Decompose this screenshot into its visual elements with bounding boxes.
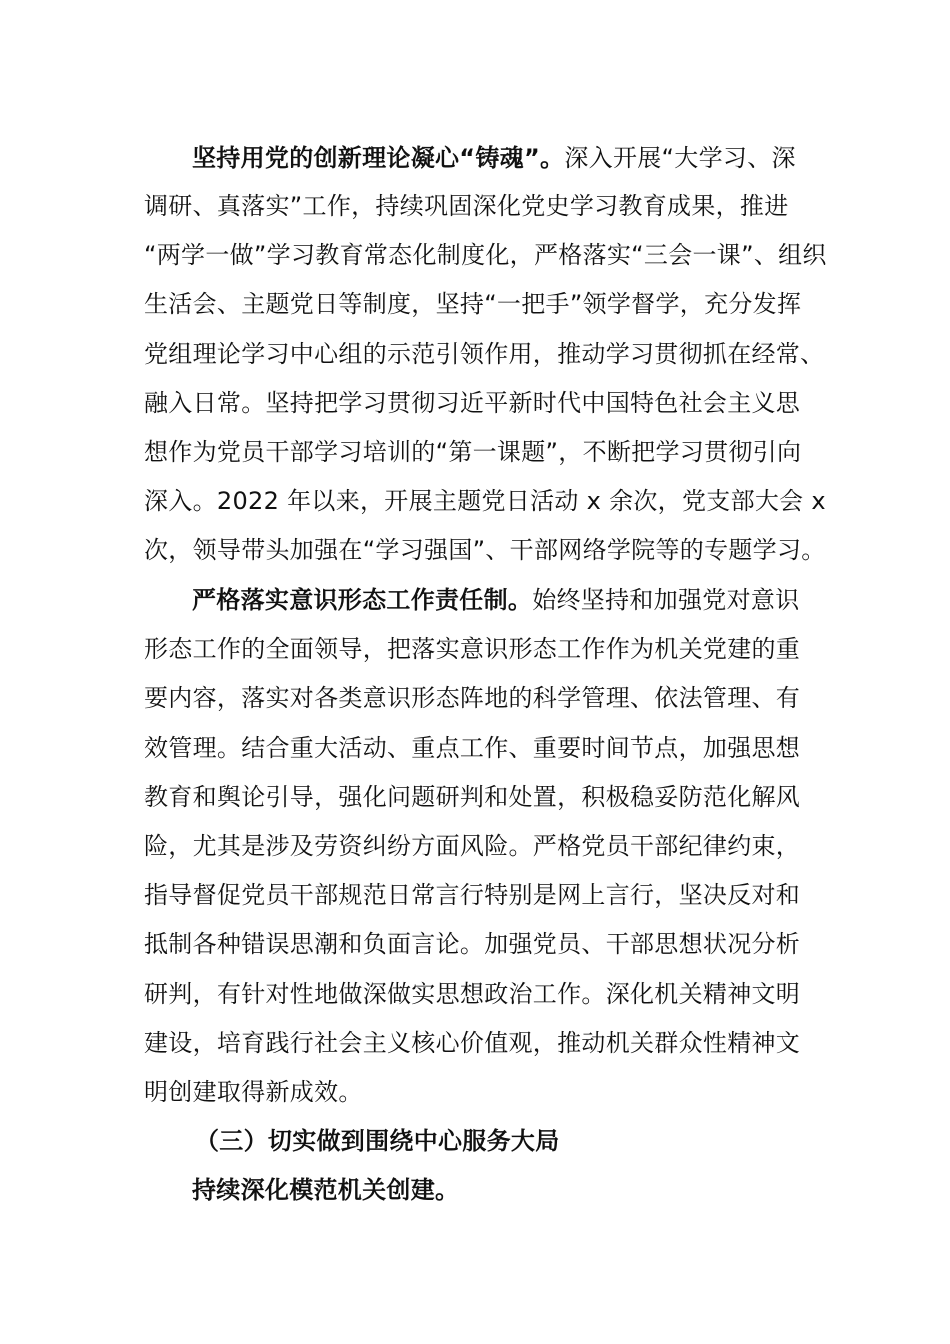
paragraph-1-line: 深入开展“大学习、深	[564, 144, 796, 172]
paragraph-2-line: 要内容，落实对各类意识形态阵地的科学管理、依法管理、有	[144, 684, 801, 712]
paragraph-1-line: 次，领导带头加强在“学习强国”、干部网络学院等的专题学习。	[144, 536, 826, 564]
paragraph-1-first-line	[192, 138, 796, 178]
paragraph-3-heading: 持续深化模范机关创建。	[192, 1176, 460, 1204]
paragraph-1-line: 生活会、主题党日等制度，坚持“一把手”领学督学，充分发挥	[144, 290, 802, 318]
paragraph-1-line: 调研、真落实”工作，持续巩固深化党史学习教育成果，推进	[144, 192, 789, 220]
paragraph-2-line: 始终坚持和加强党对意识	[532, 586, 800, 614]
paragraph-2-heading: 严格落实意识形态工作责任制。	[192, 586, 533, 614]
paragraph-2-first-line	[192, 580, 800, 620]
paragraph-2-line: 建设，培育践行社会主义核心价值观，推动机关群众性精神文	[144, 1029, 801, 1057]
paragraph-1-line: 深入。2022 年以来，开展主题党日活动 x 余次，党支部大会 x	[144, 487, 826, 515]
paragraph-2-line: 效管理。结合重大活动、重点工作、重要时间节点，加强思想	[144, 734, 801, 762]
paragraph-2-line: 险，尤其是涉及劳资纠纷方面风险。严格党员干部纪律约束，	[144, 832, 801, 860]
section-heading: （三）切实做到围绕中心服务大局	[195, 1127, 560, 1155]
paragraph-1-line: “两学一做”学习教育常态化制度化，严格落实“三会一课”、组织	[144, 241, 827, 269]
paragraph-2-line: 研判，有针对性地做深做实思想政治工作。深化机关精神文明	[144, 980, 801, 1008]
paragraph-2-line: 抵制各种错误思潮和负面言论。加强党员、干部思想状况分析	[144, 930, 801, 958]
paragraph-2-line: 教育和舆论引导，强化问题研判和处置，积极稳妥防范化解风	[144, 783, 801, 811]
paragraph-2-line: 明创建取得新成效。	[144, 1078, 363, 1106]
paragraph-1-line: 党组理论学习中心组的示范引领作用，推动学习贯彻抓在经常、	[144, 340, 825, 368]
paragraph-1-heading: 坚持用党的创新理论凝心“铸魂”。	[192, 144, 565, 172]
paragraph-2-line: 形态工作的全面领导，把落实意识形态工作作为机关党建的重	[144, 635, 801, 663]
paragraph-2-line: 指导督促党员干部规范日常言行特别是网上言行，坚决反对和	[144, 881, 801, 909]
paragraph-1-line: 想作为党员干部学习培训的“第一课题”，不断把学习贯彻引向	[144, 438, 802, 466]
paragraph-1-line: 融入日常。坚持把学习贯彻习近平新时代中国特色社会主义思	[144, 389, 801, 417]
